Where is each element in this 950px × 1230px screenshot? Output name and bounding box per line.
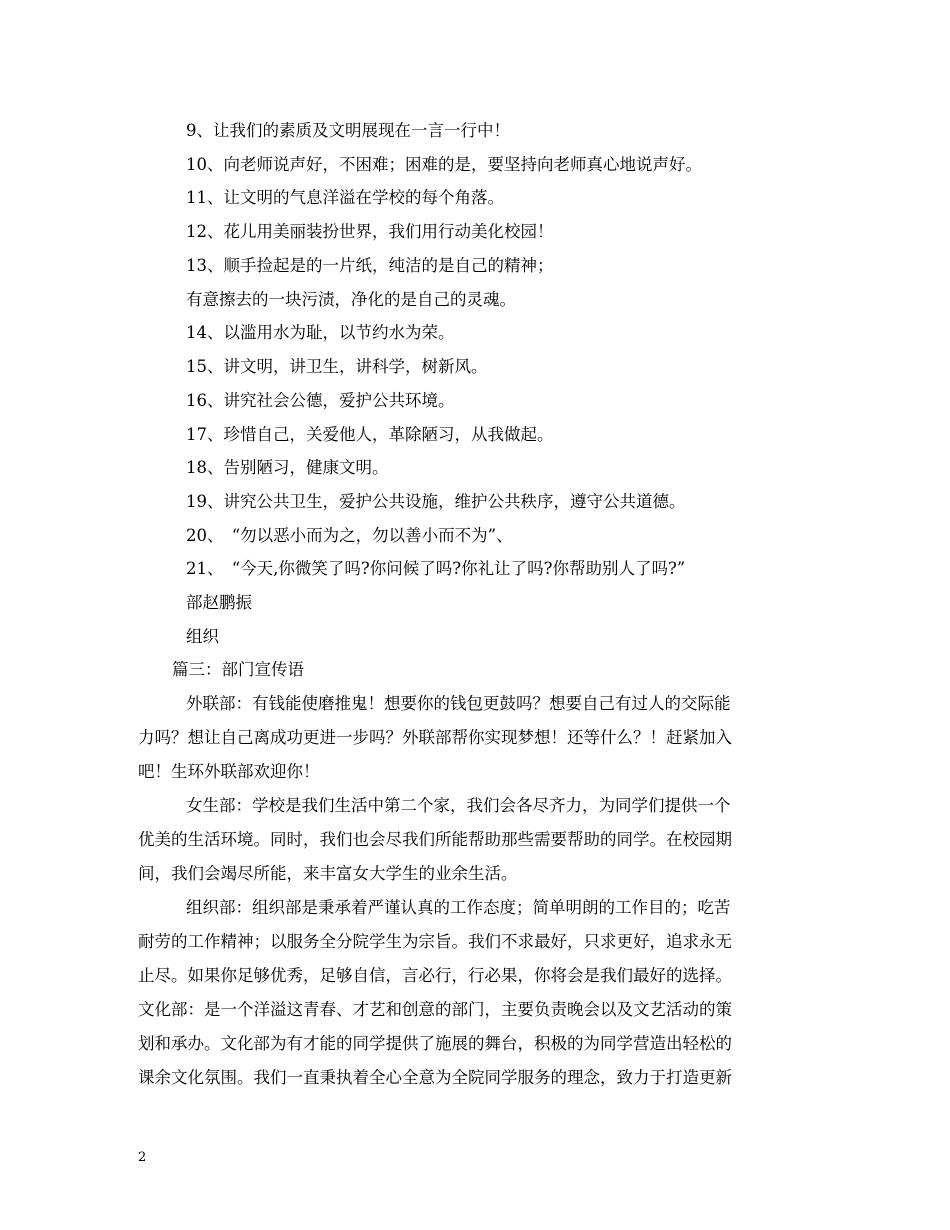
paragraph-line: 划和承办。文化部为有才能的同学提供了施展的舞台，积极的为同学营造出轻松的 bbox=[138, 1034, 732, 1053]
list-item: 20、 “勿以恶小而为之，勿以善小而不为”、 bbox=[186, 526, 513, 545]
paragraph-line: 优美的生活环境。同时，我们也会尽我们所能帮助那些需要帮助的同学。在校园期 bbox=[138, 830, 732, 849]
paragraph-line: 女生部：学校是我们生活中第二个家，我们会各尽齐力，为同学们提供一个 bbox=[186, 796, 731, 815]
list-item: 13、顺手捡起是的一片纸，纯洁的是自己的精神； bbox=[186, 256, 554, 275]
list-item: 17、珍惜自己，关爱他人，革除陋习，从我做起。 bbox=[186, 425, 554, 444]
paragraph-line: 吧！生环外联部欢迎你！ bbox=[138, 762, 320, 781]
list-item: 16、讲究社会公德，爱护公共环境。 bbox=[186, 391, 455, 410]
list-item: 9、让我们的素质及文明展现在一言一行中！ bbox=[186, 121, 510, 140]
paragraph-line: 外联部：有钱能使磨推鬼！想要你的钱包更鼓吗？想要自己有过人的交际能 bbox=[186, 694, 731, 713]
paragraph-line: 文化部：是一个洋溢这青春、才艺和创意的部门，主要负责晚会以及文艺活动的策 bbox=[138, 1000, 732, 1019]
paragraph-line: 止尽。如果你足够优秀，足够自信，言必行，行必果，你将会是我们最好的选择。 bbox=[138, 966, 732, 985]
paragraph-line: 耐劳的工作精神；以服务全分院学生为宗旨。我们不求最好，只求更好，追求永无 bbox=[138, 932, 732, 951]
list-item: 15、讲文明，讲卫生，讲科学，树新风。 bbox=[186, 357, 488, 376]
list-item: 21、 “今天,你微笑了吗?你问候了吗?你礼让了吗?你帮助别人了吗?” bbox=[186, 559, 686, 578]
list-item: 19、讲究公共卫生，爱护公共设施，维护公共秩序，遵守公共道德。 bbox=[186, 492, 686, 511]
list-item: 18、告别陋习，健康文明。 bbox=[186, 458, 389, 477]
list-item: 10、向老师说声好，不困难；困难的是，要坚持向老师真心地说声好。 bbox=[186, 155, 702, 174]
section-title: 篇三：部门宣传语 bbox=[172, 660, 304, 679]
page-number: 2 bbox=[138, 1150, 147, 1165]
paragraph-line: 间，我们会竭尽所能，来丰富女大学生的业余生活。 bbox=[138, 864, 518, 883]
list-item: 14、以滥用水为耻，以节约水为荣。 bbox=[186, 323, 455, 342]
author-line: 部赵鹏振 bbox=[186, 593, 252, 612]
list-item: 11、让文明的气息洋溢在学校的每个角落。 bbox=[186, 188, 504, 207]
department-line: 组织 bbox=[186, 627, 219, 646]
paragraph-line: 力吗？想让自己离成功更进一步吗？外联部帮你实现梦想！还等什么？！赶紧加入 bbox=[138, 728, 732, 747]
list-item-continuation: 有意擦去的一块污渍，净化的是自己的灵魂。 bbox=[186, 290, 516, 309]
paragraph-line: 课余文化氛围。我们一直秉执着全心全意为全院同学服务的理念，致力于打造更新 bbox=[138, 1068, 732, 1087]
list-item: 12、花儿用美丽装扮世界，我们用行动美化校园！ bbox=[186, 222, 554, 241]
paragraph-line: 组织部：组织部是秉承着严谨认真的工作态度；简单明朗的工作目的；吃苦 bbox=[186, 898, 731, 917]
